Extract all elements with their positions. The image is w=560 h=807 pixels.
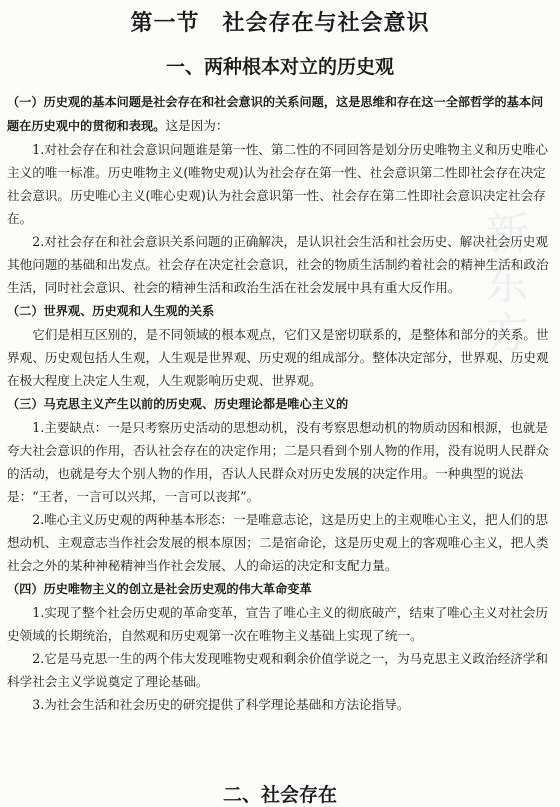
paragraph: 1.主要缺点：一是只考察历史活动的思想动机，没有考察思想动机的物质动因和根源，也就是夸大社会意识的作用，否认社会存在的决定作用；二是只看到个别人物的作用，没有说明人民群众的活动，也就是夸大个别人物的作用，否认人民群众对历史发展的决定作用。一种典型的说法是：“王者，一言可以兴邦，一言可以丧邦”。 xyxy=(7,420,549,504)
paragraph: 1.对社会存在和社会意识问题谁是第一性、第二性的不同回答是划分历史唯物主义和历史唯心主义的唯一标准。历史唯物主义(唯物史观)认为社会存在第一性、社会意识第二性即社会存在决定社会意识。历史唯心主义(唯心史观)认为社会意识第一性、社会存在第二性即社会意识决定社会存在。 xyxy=(7,142,548,226)
block-heading-4 xyxy=(7,577,553,601)
heading-text: （四）历史唯物主义的创立是社会历史观的伟大革命变革 xyxy=(7,582,312,596)
heading-text: （一）历史观的基本问题是社会存在和社会意识的关系问题，这是思维和存在这一全部哲学的基本问题在历史观中的贯彻和表现。 xyxy=(7,95,544,133)
section-block-1 xyxy=(7,90,553,299)
block-heading-1 xyxy=(7,90,553,138)
paragraph: 1.实现了整个社会历史观的革命变革，宣告了唯心主义的彻底破产，结束了唯心主义对社会历史领域的长期统治，自然观和历史观第一次在唯物主义基础上实现了统一。 xyxy=(7,605,548,643)
block-heading-3 xyxy=(7,392,553,416)
paragraph: 2.唯心主义历史观的两种基本形态：一是唯意志论，这是历史上的主观唯心主义，把人们的思想动机、主观意志当作社会发展的根本原因；二是宿命论，这是历史观上的客观唯心主义，把人类社会之外的某种神秘精神当作社会发展、人的命运的决定和支配力量。 xyxy=(7,512,549,573)
heading-text: （二）世界观、历史观和人生观的关系 xyxy=(7,304,215,318)
document-body xyxy=(7,90,553,716)
watermark: 新东方 xyxy=(477,210,528,360)
block-heading-2 xyxy=(7,299,553,323)
paragraph: 2.它是马克思一生的两个伟大发现唯物史观和剩余价值学说之一，为马克思主义政治经济学和科学社会主义学说奠定了理论基础。 xyxy=(7,651,548,689)
heading-text: （三）马克思主义产生以前的历史观、历史理论都是唯心主义的 xyxy=(7,397,349,411)
section-block-2 xyxy=(7,299,553,392)
part-two-heading: 二、社会存在 xyxy=(222,784,337,806)
paragraph: 它们是相互区别的，是不同领域的根本观点，它们又是密切联系的，是整体和部分的关系。世界观、历史观包括人生观，人生观是世界观、历史观的组成部分。整体决定部分，世界观、历史观在极大程度上决定人生观，人生观影响历史观、世界观。 xyxy=(7,327,549,388)
section-block-4 xyxy=(7,577,553,716)
section-title: 第一节 社会存在与社会意识 xyxy=(130,11,430,36)
heading-tail: 这是因为： xyxy=(165,118,229,133)
paragraph: 3.为社会生活和社会历史的研究提供了科学理论基础和方法论指导。 xyxy=(32,697,410,712)
section-block-3 xyxy=(7,392,553,577)
part-one-heading: 一、两种根本对立的历史观 xyxy=(165,56,394,78)
paragraph: 2.对社会存在和社会意识关系问题的正确解决，是认识社会生活和社会历史、解决社会历史观其他问题的基础和出发点。社会存在决定社会意识，社会的物质生活制约着社会的精神生活和政治生活，同时社会意识、社会的精神生活和政治生活在社会发展中具有重大反作用。 xyxy=(7,234,549,295)
